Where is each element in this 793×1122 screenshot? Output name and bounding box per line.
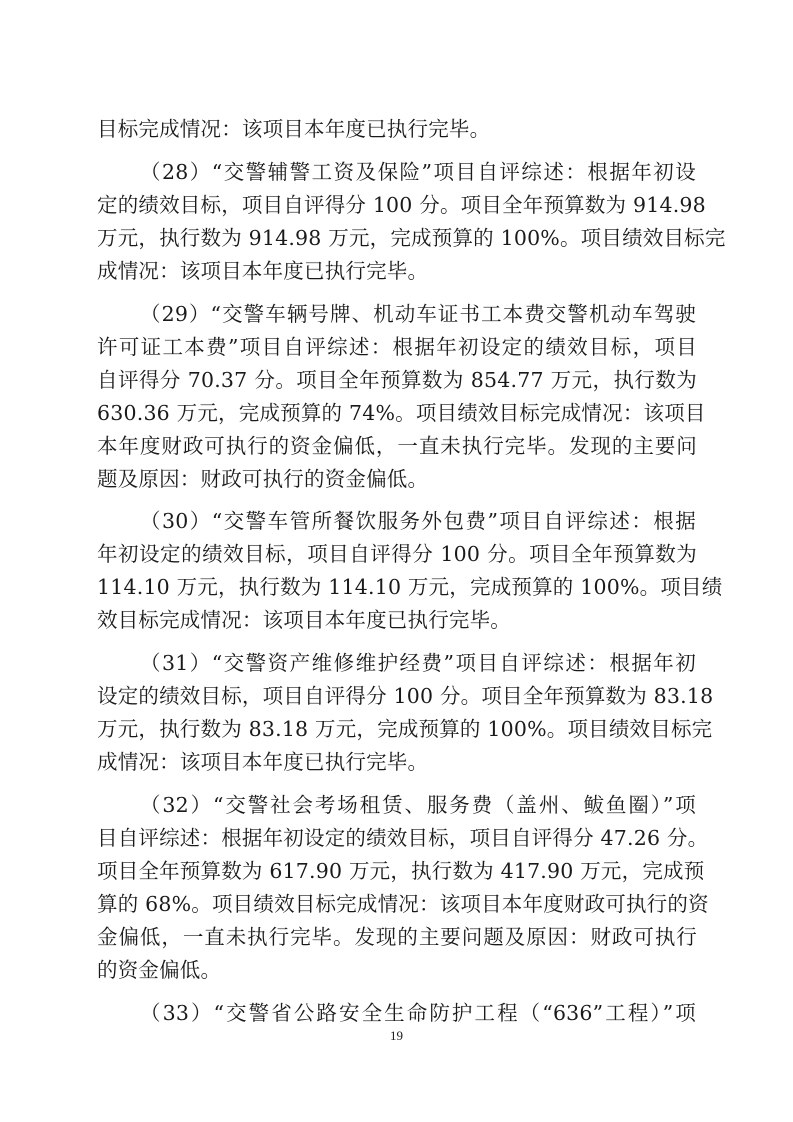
text-line: 成情况：该项目本年度已执行完毕。	[97, 259, 429, 283]
text-line: （30）“交警车管所餐饮服务外包费”项目自评综述：根据	[140, 509, 696, 533]
text-line: 自评得分 70.37 分。项目全年预算数为 854.77 万元，执行数为	[97, 368, 697, 392]
text-line: 万元，执行数为 83.18 万元，完成预算的 100%。项目绩效目标完	[97, 717, 713, 741]
text-line: 设定的绩效目标，项目自评得分 100 分。项目全年预算数为 83.18	[97, 684, 714, 708]
text-line: 本年度财政可执行的资金偏低，一直未执行完毕。发现的主要问	[97, 434, 697, 458]
text-line: 114.10 万元，执行数为 114.10 万元，完成预算的 100%。项目绩	[97, 575, 723, 599]
text-line: 定的绩效目标，项目自评得分 100 分。项目全年预算数为 914.98	[97, 193, 706, 217]
text-line: 目自评综述：根据年初设定的绩效目标，项目自评得分 47.26 分。	[97, 826, 709, 850]
text-line: 效目标完成情况：该项目本年度已执行完毕。	[97, 608, 511, 632]
text-line: 目标完成情况：该项目本年度已执行完毕。	[97, 117, 491, 141]
text-line: 成情况：该项目本年度已执行完毕。	[97, 750, 429, 774]
text-line: 题及原因：财政可执行的资金偏低。	[97, 467, 429, 491]
page-number: 19	[390, 1028, 403, 1043]
text-line: （31）“交警资产维修维护经费”项目自评综述：根据年初	[140, 651, 696, 675]
text-line: 630.36 万元，完成预算的 74%。项目绩效目标完成情况：该项目	[97, 401, 706, 425]
text-line: （29）“交警车辆号牌、机动车证书工本费交警机动车驾驶	[140, 302, 696, 326]
text-line: （28）“交警辅警工资及保险”项目自评综述：根据年初设	[140, 160, 696, 184]
text-line: 的资金偏低。	[97, 958, 222, 982]
text-line: （32）“交警社会考场租赁、服务费（盖州、鲅鱼圈）”项	[140, 793, 696, 817]
text-line: 许可证工本费”项目自评综述：根据年初设定的绩效目标，项目	[97, 335, 697, 359]
text-line: 金偏低，一直未执行完毕。发现的主要问题及原因：财政可执行	[97, 925, 697, 949]
text-line: （33）“交警省公路安全生命防护工程（“636”工程）”项	[140, 1001, 696, 1025]
text-line: 算的 68%。项目绩效目标完成情况：该项目本年度财政可执行的资	[97, 892, 709, 916]
text-line: 项目全年预算数为 617.90 万元，执行数为 417.90 万元，完成预	[97, 859, 705, 883]
text-line: 年初设定的绩效目标，项目自评得分 100 分。项目全年预算数为	[97, 542, 697, 566]
text-line: 万元，执行数为 914.98 万元，完成预算的 100%。项目绩效目标完	[97, 226, 726, 250]
